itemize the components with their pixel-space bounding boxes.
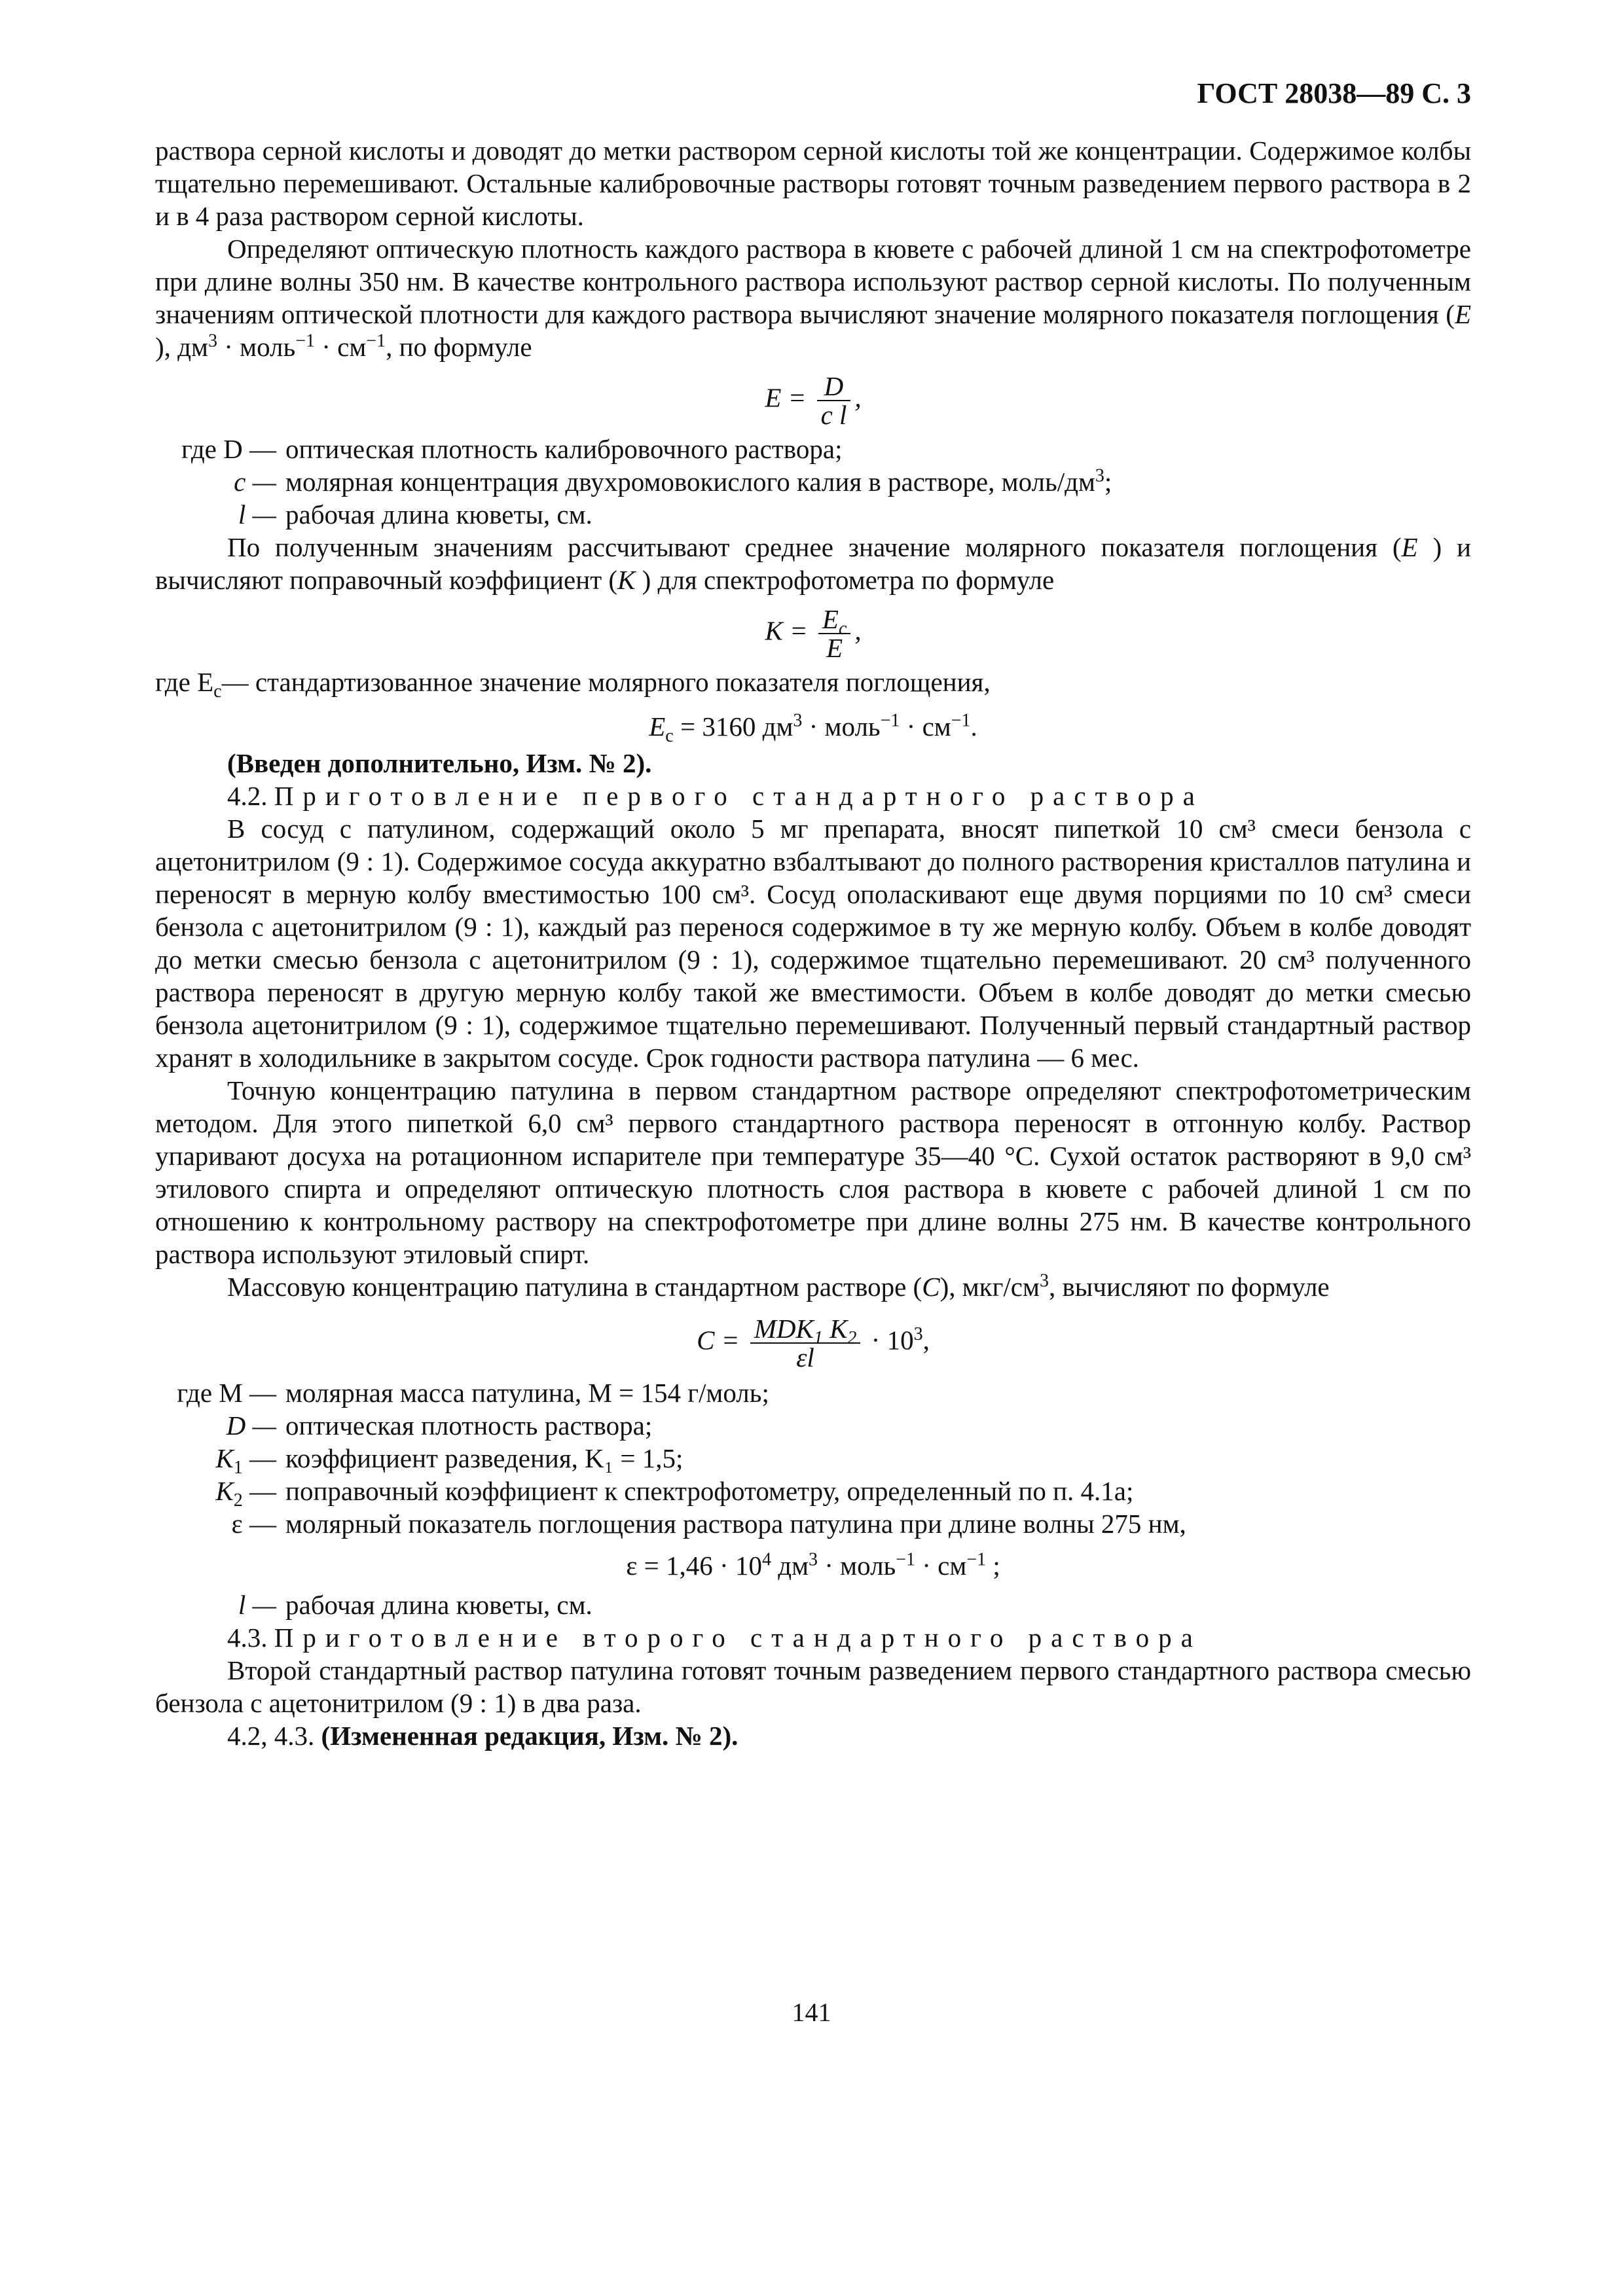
paragraph: По полученным значениям рассчитывают среднее значение молярного показателя поглощения (E ) и вычисляют поправочный коэффициент (K ) для спектрофотометра по формуле [155, 532, 1471, 595]
page-header: ГОСТ 28038—89 С. 3 [1197, 77, 1471, 109]
definition-row: $K_2$ — поправочный коэффициент к спектрофотометру, определенный по п. 4.1а; [215, 1476, 1134, 1511]
amendment-note: (Введен дополнительно, Изм. № 2). [227, 748, 652, 778]
formula-epsilon-value: $\varepsilon = 1,46 \cdot 10^4$ $дм^3$ · моль$^{-1}$ · $см^{-1}$ ; [626, 1549, 1000, 1581]
paragraph: В сосуд с патулином, содержащий около 5 мг препарата, вносят пипеткой 10 см³ смеси бензола с ацетонитрилом (9 : 1). Содержимое сосуда аккуратно взбалтывают до полного растворения кристаллов патулина и переносят в мерную колбу вместимостью 100 см³. Сосуд ополаскивают еще двумя порциями по 10 см³ смеси бензола с ацетонитрилом (9 : 1), каждый раз перенося содержимое в ту же мерную колбу. Объем в колбе доводят до метки смесью бензола с ацетонитрилом (9 : 1), содержимое тщательно перемешивают. 20 см³ полученного раствора переносят в другую мерную колбу такой же вместимости. Объем в колбе доводят до метки смесью бензола ацетонитрилом (9 : 1), содержимое тщательно перемешивают. Полученный первый стандартный раствор хранят в холодильнике в закрытом сосуде. Срок годности раствора патулина — 6 мес. [155, 814, 1471, 1073]
paragraph: Второй стандартный раствор патулина готовят точным разведением первого стандартного раствора смесью бензола с ацетонитрилом (9 : 1) в два раза. [155, 1655, 1471, 1718]
section-heading-4-2: 4.2. Приготовление первого стандартного раствора [227, 781, 1204, 811]
definition-row: c — молярная концентрация двухромовокислого калия в растворе, моль/$дм^3$; [234, 465, 1112, 497]
definition-row: l — рабочая длина кюветы, см. [238, 1590, 593, 1620]
definition-row: l — рабочая длина кюветы, см. [238, 499, 593, 529]
paragraph: Массовую концентрацию патулина в стандартном растворе (C), мкг/$см^3$, вычисляют по формуле [227, 1270, 1330, 1302]
paragraph: раствора серной кислоты и доводят до метки раствором серной кислоты той же концентрации. Содержимое колбы тщательно перемешивают. Остальные калибровочные растворы готовят точным разведением первого раствора в 2 и в 4 раза раствором серной кислоты. [155, 135, 1471, 231]
definition-row: ε — молярный показатель поглощения раствора патулина при длине волны 275 нм, [231, 1509, 1186, 1539]
formula-correction-coefficient: K = $\frac{E_c}{E}$ , [765, 604, 862, 663]
definition-row: где M — молярная масса патулина, M = 154 г/моль; [177, 1378, 769, 1408]
page-number: 141 [792, 1998, 831, 2027]
definition-row: D — оптическая плотность раствора; [226, 1410, 653, 1441]
formula-ec-value: $E_c = 3160$ $дм^3$ · моль$^{-1}$ · $см^{-1}$. [649, 710, 977, 747]
formula-molar-absorptivity: E = $\frac{D}{\text{c l}}$ , [765, 371, 862, 430]
definition-row: $K_1$ — коэффициент разведения, K₁ = 1,5; [215, 1443, 684, 1479]
fraction: $\frac{D}{\text{c l}}$ [817, 372, 851, 429]
definition-row: где D — оптическая плотность калибровочного раствора; [181, 434, 843, 464]
paragraph: Определяют оптическую плотность каждого раствора в кювете с рабочей длиной 1 см на спектрофотометре при длине волны 350 нм. В качестве контрольного раствора используют раствор серной кислоты. По полученным значениям оптической плотности для каждого раствора вычисляют значение молярного показателя поглощения (E ), $дм^3$ · моль$^{-1}$ · $см^{-1}$, по формуле [155, 234, 1471, 362]
paragraph: Точную концентрацию патулина в первом стандартном растворе определяют спектрофотометрическим методом. Для этого пипеткой 6,0 см³ первого стандартного раствора переносят в отгонную колбу. Раствор упаривают досуха на ротационном испарителе при температуре 35—40 °С. Сухой остаток растворяют в 9,0 см³ этилового спирта и определяют оптическую плотность слоя раствора в кювете с рабочей длиной 1 см по отношению к контрольному раствору на спектрофотометре при длине волны 275 нм. В качестве контрольного раствора используют этиловый спирт. [155, 1075, 1471, 1269]
formula-mass-concentration: C = $\frac{MDK_1 K_2}{\varepsilon l}$ · $10^3$, [697, 1314, 930, 1372]
page-content [155, 134, 1471, 1752]
amendment-note: 4.2, 4.3. (Измененная редакция, Изм. № 2). [227, 1721, 739, 1751]
fraction: $\frac{E_c}{E}$ [818, 605, 850, 662]
fraction: $\frac{MDK_1 K_2}{\varepsilon l}$ [750, 1315, 861, 1371]
definition-row: где $E_c$ — стандартизованное значение молярного показателя поглощения, [155, 667, 991, 702]
section-heading-4-3: 4.3. Приготовление второго стандартного раствора [227, 1623, 1202, 1653]
